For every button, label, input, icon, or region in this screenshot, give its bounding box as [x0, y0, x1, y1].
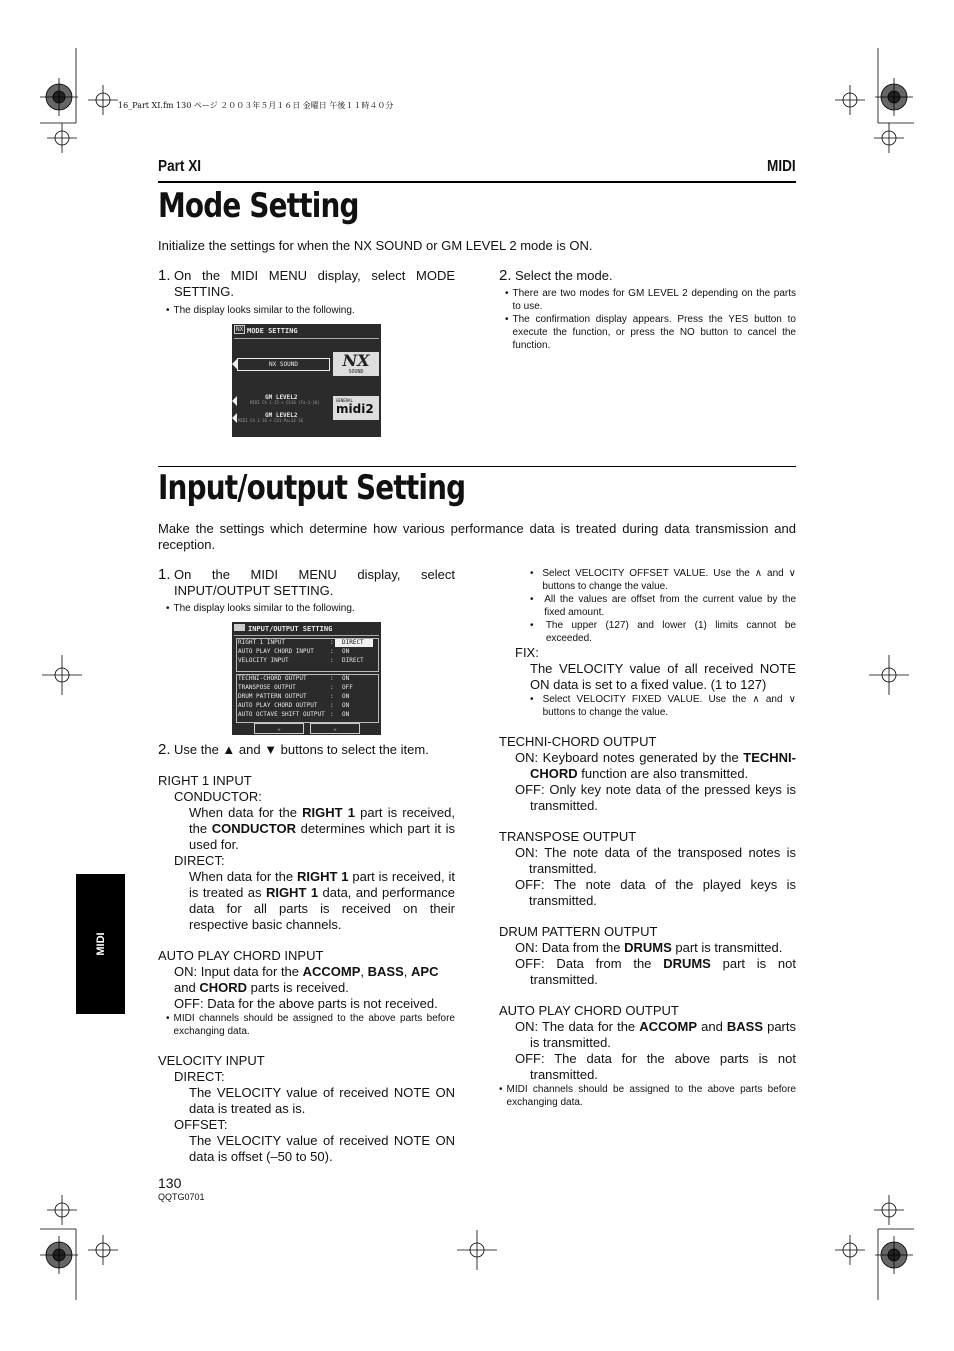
step-number: 1.: [158, 267, 171, 284]
side-tab-label: MIDI: [94, 932, 107, 956]
section-title-input-output-setting: Input/output Setting: [158, 468, 466, 508]
scroll-down-button[interactable]: ⌄: [310, 723, 360, 734]
transpose-heading: TRANSPOSE OUTPUT: [499, 829, 637, 844]
page-number: 130: [158, 1175, 182, 1191]
display-row-separator: :: [330, 675, 334, 682]
chapter-label: MIDI: [767, 158, 796, 175]
fix-note: Select VELOCITY FIXED VALUE. Use the ∧ and ∨ buttons to change the value.: [542, 694, 796, 718]
display-row-separator: :: [330, 702, 334, 709]
display-row-separator: :: [330, 693, 334, 700]
section-intro: Initialize the settings for when the NX SOUND or GM LEVEL 2 mode is ON.: [158, 238, 593, 253]
print-header: 16_Part XI.fm 130 ページ ２００３年５月１６日 金曜日 午後１１時４０分: [118, 101, 394, 110]
display-row-label[interactable]: RIGHT 1 INPUT: [238, 639, 285, 646]
display-row-separator: :: [330, 648, 334, 655]
menu-icon: [234, 624, 245, 631]
apc-output-heading: AUTO PLAY CHORD OUTPUT: [499, 1003, 679, 1018]
apc-input-heading: AUTO PLAY CHORD INPUT: [158, 948, 324, 963]
velocity-fix-label: FIX:: [515, 645, 539, 660]
offset-note: The upper (127) and lower (1) limits cannot be exceeded.: [545, 620, 796, 644]
document-code: QQTG0701: [158, 1192, 205, 1202]
option-left-arrow-icon[interactable]: [232, 413, 237, 423]
display-row-value[interactable]: DIRECT: [342, 639, 364, 646]
display-title: MODE SETTING: [247, 327, 298, 335]
step-number: 1.: [158, 566, 171, 583]
option-left-arrow-icon[interactable]: [232, 396, 237, 406]
offset-note: Select VELOCITY OFFSET VALUE. Use the ∧ and ∨ buttons to change the value.: [542, 568, 796, 592]
display-row-value[interactable]: ON: [342, 693, 350, 700]
option-nx-sound[interactable]: NX SOUND: [237, 358, 330, 371]
transpose-off: OFF: The note data of the played keys is transmitted.: [515, 877, 796, 908]
display-row-separator: :: [330, 711, 334, 718]
display-row-value[interactable]: DIRECT: [342, 657, 364, 664]
display-row-label[interactable]: TECHNI-CHORD OUTPUT: [238, 675, 307, 682]
apc-output-note: MIDI channels should be assigned to the above parts before exchanging data.: [506, 1084, 796, 1108]
apc-input-off: OFF: Data for the above parts is not received.: [174, 996, 438, 1011]
display-row-label[interactable]: TRANSPOSE OUTPUT: [238, 684, 296, 691]
display-title: INPUT/OUTPUT SETTING: [248, 625, 333, 633]
velocity-offset-label: OFFSET:: [174, 1117, 228, 1132]
step-note: The display looks similar to the following.: [173, 603, 355, 614]
offset-note: All the values are offset from the current value by the fixed amount.: [544, 594, 796, 618]
step-number: 2.: [158, 741, 171, 758]
left-column: 1. On the MIDI MENU display, select INPUT/OUTPUT SETTING. • The display looks similar to the following.: [158, 566, 455, 614]
techni-off: OFF: Only key note data of the pressed keys is transmitted.: [515, 782, 796, 813]
step-note: There are two modes for GM LEVEL 2 depending on the parts to use.: [512, 288, 796, 312]
transpose-on: ON: The note data of the transposed notes is transmitted.: [515, 845, 796, 876]
techni-heading: TECHNI-CHORD OUTPUT: [499, 734, 657, 749]
mode-setting-display: [232, 324, 381, 437]
section-title-mode-setting: Mode Setting: [158, 186, 359, 226]
step-text: On the MIDI MENU display, select MODE SETTING.: [174, 268, 455, 299]
step-2: 2. Select the mode. • There are two modes for GM LEVEL 2 depending on the parts to use. • The confirmation display appears. Press the YES button to execute the function, or press the NO button to cancel the function.: [499, 267, 796, 351]
step-text: Select the mode.: [515, 268, 613, 283]
option-gm-level2-b[interactable]: GM LEVEL2: [265, 412, 298, 419]
display-row-value[interactable]: OFF: [342, 684, 353, 691]
nx-sound-logo: NX SOUND: [333, 352, 379, 376]
display-row-label[interactable]: AUTO PLAY CHORD OUTPUT: [238, 702, 318, 709]
display-row-label[interactable]: AUTO PLAY CHORD INPUT: [238, 648, 314, 655]
velocity-input-heading: VELOCITY INPUT: [158, 1053, 265, 1068]
step-number: 2.: [499, 267, 512, 284]
velocity-fix-text: The VELOCITY value of all received NOTE ON data is set to a fixed value. (1 to 127): [530, 661, 796, 692]
header-rule: [158, 181, 796, 183]
velocity-direct-label: DIRECT:: [174, 1069, 225, 1084]
drum-heading: DRUM PATTERN OUTPUT: [499, 924, 658, 939]
step-1: 1. On the MIDI MENU display, select MODE SETTING. • The display looks similar to the following.: [158, 267, 455, 316]
step-note: The confirmation display appears. Press the YES button to execute the function, or press the NO button to cancel the function.: [512, 314, 796, 351]
apc-input-on: ON: Input data for the ACCOMP, BASS, APC and CHORD parts is received.: [174, 964, 439, 995]
conductor-label: CONDUCTOR:: [174, 789, 262, 804]
left-column-2: 2. Use the ▲ and ▼ buttons to select the item. RIGHT 1 INPUT CONDUCTOR: When data for the RIGHT 1 part is received, the CONDUCTOR determines which part it is used for. DIRECT: When data for the RIGHT 1 part is received, it is treated as RIGHT 1 data, and performance data for all parts is received on their respective basic channels. AUTO PLAY CHORD INPUT ON: Input data for the ACCOMP, BASS, APC and CHORD parts is received. OFF: Data for the above parts is not received. • MIDI channels should be assigned to the above parts before exchanging data. VELOCITY INPUT DIRECT: The VELOCITY value of received NOTE ON data is treated as is. OFFSET: The VELOCITY value of received NOTE ON data is offset (–50 to 50).: [158, 741, 455, 1164]
nx-badge: NX: [236, 326, 244, 333]
direct-text: When data for the RIGHT 1 part is received, it is treated as RIGHT 1 data, and performance data for all parts is received on their respective basic channels.: [189, 869, 455, 932]
step-text: Use the ▲ and ▼ buttons to select the item.: [174, 742, 429, 757]
drum-on: ON: Data from the DRUMS part is transmitted.: [515, 940, 783, 955]
step-note: The display looks similar to the following.: [173, 305, 355, 316]
option-gm-level2-a-sub: MIDI Ch 1-15 + Ch16 (Fa-1-16): [250, 400, 320, 405]
part-label: Part XI: [158, 158, 202, 175]
section-intro: Make the settings which determine how various performance data is treated during data transmission and reception.: [158, 521, 796, 552]
right-column: • Select VELOCITY OFFSET VALUE. Use the ∧ and ∨ buttons to change the value. • All the values are offset from the current value by the fixed amount. • The upper (127) and lower (1) limits cannot be exceeded. FIX: The VELOCITY value of all received NOTE ON data is set to a fixed value. (1 to 127) • Select VELOCITY FIXED VALUE. Use the ∧ and ∨ buttons to change the value. TECHNI-CHORD OUTPUT ON: Keyboard notes generated by the TECHNI-CHORD function are also transmitted. OFF: Only key note data of the pressed keys is transmitted. TRANSPOSE OUTPUT ON: The note data of the transposed notes is transmitted. OFF: The note data of the played keys is transmitted. DRUM PATTERN OUTPUT ON: Data from the DRUMS part is transmitted. OFF: Data from the DRUMS part is not transmitted. AUTO PLAY CHORD OUTPUT ON: The data for the ACCOMP and BASS parts is transmitted. OFF: The data for the above parts is not transmitted. • MIDI channels should be assigned to the above parts before exchanging data.: [499, 568, 796, 1108]
display-row-label[interactable]: VELOCITY INPUT: [238, 657, 289, 664]
drum-off: OFF: Data from the DRUMS part is not transmitted.: [515, 956, 796, 987]
display-row-value[interactable]: ON: [342, 702, 350, 709]
velocity-offset-text: The VELOCITY value of received NOTE ON data is offset (–50 to 50).: [189, 1133, 455, 1164]
display-row-separator: :: [330, 639, 334, 646]
display-row-separator: :: [330, 684, 334, 691]
display-row-label[interactable]: AUTO OCTAVE SHIFT OUTPUT: [238, 711, 325, 718]
display-row-value[interactable]: ON: [342, 675, 350, 682]
conductor-text: When data for the RIGHT 1 part is received, the CONDUCTOR determines which part it is used for.: [189, 805, 455, 852]
display-row-separator: :: [330, 657, 334, 664]
display-row-value[interactable]: ON: [342, 711, 350, 718]
apc-output-off: OFF: The data for the above parts is not transmitted.: [515, 1051, 796, 1082]
right1-heading: RIGHT 1 INPUT: [158, 773, 252, 788]
general-midi2-logo: GENERAL midi2: [333, 396, 379, 420]
velocity-direct-text: The VELOCITY value of received NOTE ON data is treated as is.: [189, 1085, 455, 1116]
option-gm-level2-b-sub: MIDI Ch 1-16 + Ch1-Pa=14-16: [238, 418, 304, 423]
apc-output-on: ON: The data for the ACCOMP and BASS parts is transmitted.: [515, 1019, 796, 1050]
apc-input-note: MIDI channels should be assigned to the above parts before exchanging data.: [173, 1013, 455, 1037]
display-row-value[interactable]: ON: [342, 648, 350, 655]
side-tab: [76, 874, 125, 1014]
io-setting-display: [232, 622, 381, 735]
scroll-up-button[interactable]: ⌄: [254, 723, 304, 734]
step-text: On the MIDI MENU display, select INPUT/OUTPUT SETTING.: [174, 567, 455, 598]
section-rule: [158, 466, 796, 467]
display-row-label[interactable]: DRUM PATTERN OUTPUT: [238, 693, 307, 700]
option-gm-level2-a[interactable]: GM LEVEL2: [265, 394, 298, 401]
techni-on: ON: Keyboard notes generated by the TECHNI-CHORD function are also transmitted.: [515, 750, 796, 781]
direct-label: DIRECT:: [174, 853, 225, 868]
